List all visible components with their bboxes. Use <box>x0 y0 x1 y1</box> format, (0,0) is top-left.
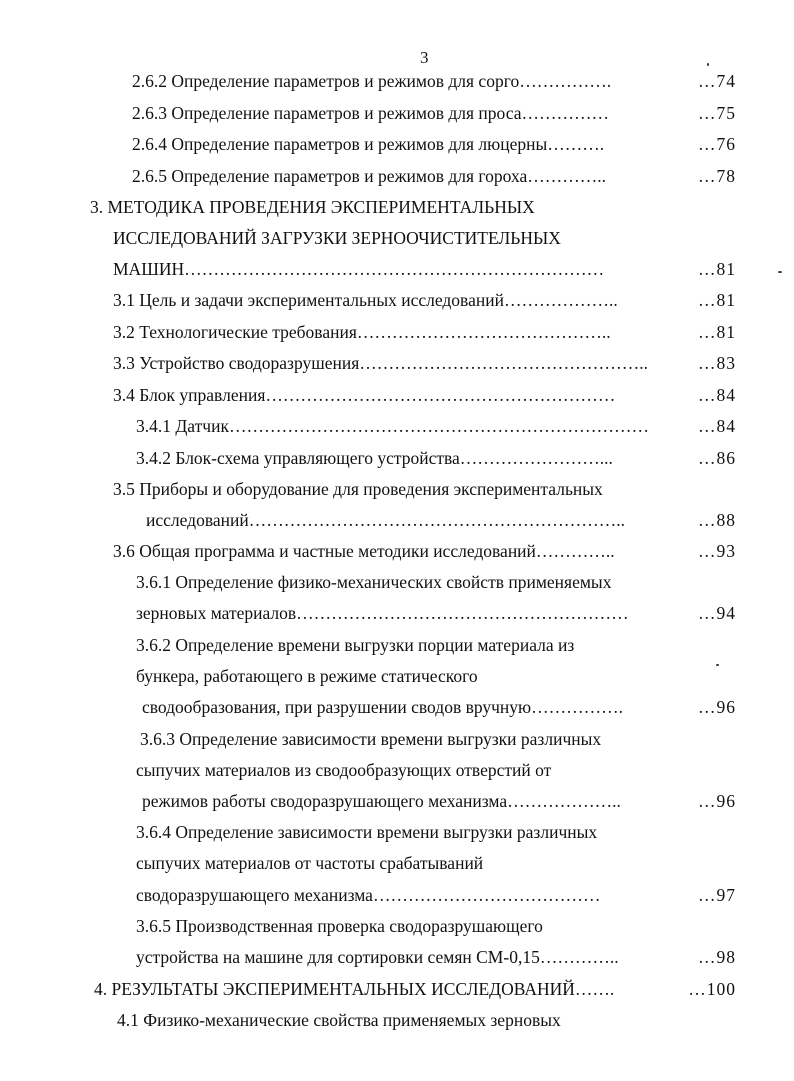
scan-speck <box>707 63 709 66</box>
toc-entry-page: …96 <box>698 791 736 811</box>
toc-entry-page: …81 <box>698 259 736 279</box>
toc-entry-page: …84 <box>698 385 736 405</box>
toc-entry-text: режимов работы сводоразрушающего механизма……………….. <box>142 791 621 811</box>
toc-entry-text: 3.6.5 Производственная проверка сводоразрушающего <box>136 916 543 936</box>
toc-entry-text: исследований……………………………………………………….. <box>146 510 625 530</box>
toc-entry-text: сыпучих материалов от частоты срабатываний <box>136 853 484 873</box>
toc-section-heading: 3. МЕТОДИКА ПРОВЕДЕНИЯ ЭКСПЕРИМЕНТАЛЬНЫХ <box>90 197 535 217</box>
toc-entry-text: 2.6.5 Определение параметров и режимов для гороха………….. <box>132 166 607 186</box>
toc-entry-text: 3.4.2 Блок-схема управляющего устройства……………………... <box>136 448 613 468</box>
toc-entry-text: бункера, работающего в режиме статического <box>136 666 478 686</box>
toc-section-heading: 4. РЕЗУЛЬТАТЫ ЭКСПЕРИМЕНТАЛЬНЫХ ИССЛЕДОВАНИЙ……. <box>94 979 615 999</box>
toc-entry-text: 3.6.3 Определение зависимости времени выгрузки различных <box>140 729 602 749</box>
toc-entry-page: …83 <box>698 353 736 373</box>
toc-entry-text: 3.4 Блок управления…………………………………………………… <box>113 385 616 405</box>
scan-speck <box>778 271 782 273</box>
toc-entry-page: …81 <box>698 322 736 342</box>
toc-entry-page: …97 <box>698 885 736 905</box>
toc-entry-page: …78 <box>698 166 736 186</box>
toc-entry-text: 3.6.4 Определение зависимости времени выгрузки различных <box>136 822 598 842</box>
toc-entry-text: 4.1 Физико-механические свойства применяемых зерновых <box>117 1010 561 1030</box>
toc-entry-text: зерновых материалов………………………………………………… <box>136 603 629 623</box>
toc-entry-page: …93 <box>698 541 736 561</box>
toc-entry-page: …98 <box>698 947 736 967</box>
toc-entry-page: …86 <box>698 448 736 468</box>
toc-entry-page: …81 <box>698 290 736 310</box>
toc-entry-text: 3.6.2 Определение времени выгрузки порции материала из <box>136 635 575 655</box>
toc-entry-text: сводообразования, при разрушении сводов вручную……………. <box>142 697 623 717</box>
toc-entry-page: …74 <box>698 71 736 91</box>
toc-entry-text: 3.6 Общая программа и частные методики исследований………….. <box>113 541 615 561</box>
toc-entry-text: сыпучих материалов из сводообразующих отверстий от <box>136 760 552 780</box>
page-number: 3 <box>420 48 429 67</box>
toc-entry-page: …75 <box>698 103 736 123</box>
toc-entry-page: …100 <box>688 979 736 999</box>
toc-entry-page: …96 <box>698 697 736 717</box>
toc-entry-page: …76 <box>698 134 736 154</box>
toc-entry-page: …94 <box>698 603 736 623</box>
toc-section-heading: ИССЛЕДОВАНИЙ ЗАГРУЗКИ ЗЕРНООЧИСТИТЕЛЬНЫХ <box>113 228 561 248</box>
toc-entry-text: 3.4.1 Датчик……………………………………………………………… <box>136 416 649 436</box>
toc-section-heading: МАШИН……………………………………………………………… <box>113 259 605 279</box>
toc-entry-text: 2.6.3 Определение параметров и режимов для проса…………… <box>132 103 609 123</box>
toc-entry-text: 3.1 Цель и задачи экспериментальных исследований……………….. <box>113 290 618 310</box>
toc-entry-text: 2.6.4 Определение параметров и режимов для люцерны………. <box>132 134 605 154</box>
toc-entry-text: 2.6.2 Определение параметров и режимов для сорго……………. <box>132 71 612 91</box>
toc-entry-text: 3.5 Приборы и оборудование для проведения экспериментальных <box>113 479 603 499</box>
toc-entry-text: 3.2 Технологические требования…………………………………….. <box>113 322 611 342</box>
toc-entry-page: …88 <box>698 510 736 530</box>
scan-speck <box>716 664 719 666</box>
toc-entry-text: устройства на машине для сортировки семян СМ-0,15………….. <box>136 947 619 967</box>
toc-entry-page: …84 <box>698 416 736 436</box>
toc-entry-text: 3.6.1 Определение физико-механических свойств применяемых <box>136 572 612 592</box>
toc-entry-text: сводоразрушающего механизма………………………………… <box>136 885 601 905</box>
toc-entry-text: 3.3 Устройство сводоразрушения………………………………………….. <box>113 353 648 373</box>
